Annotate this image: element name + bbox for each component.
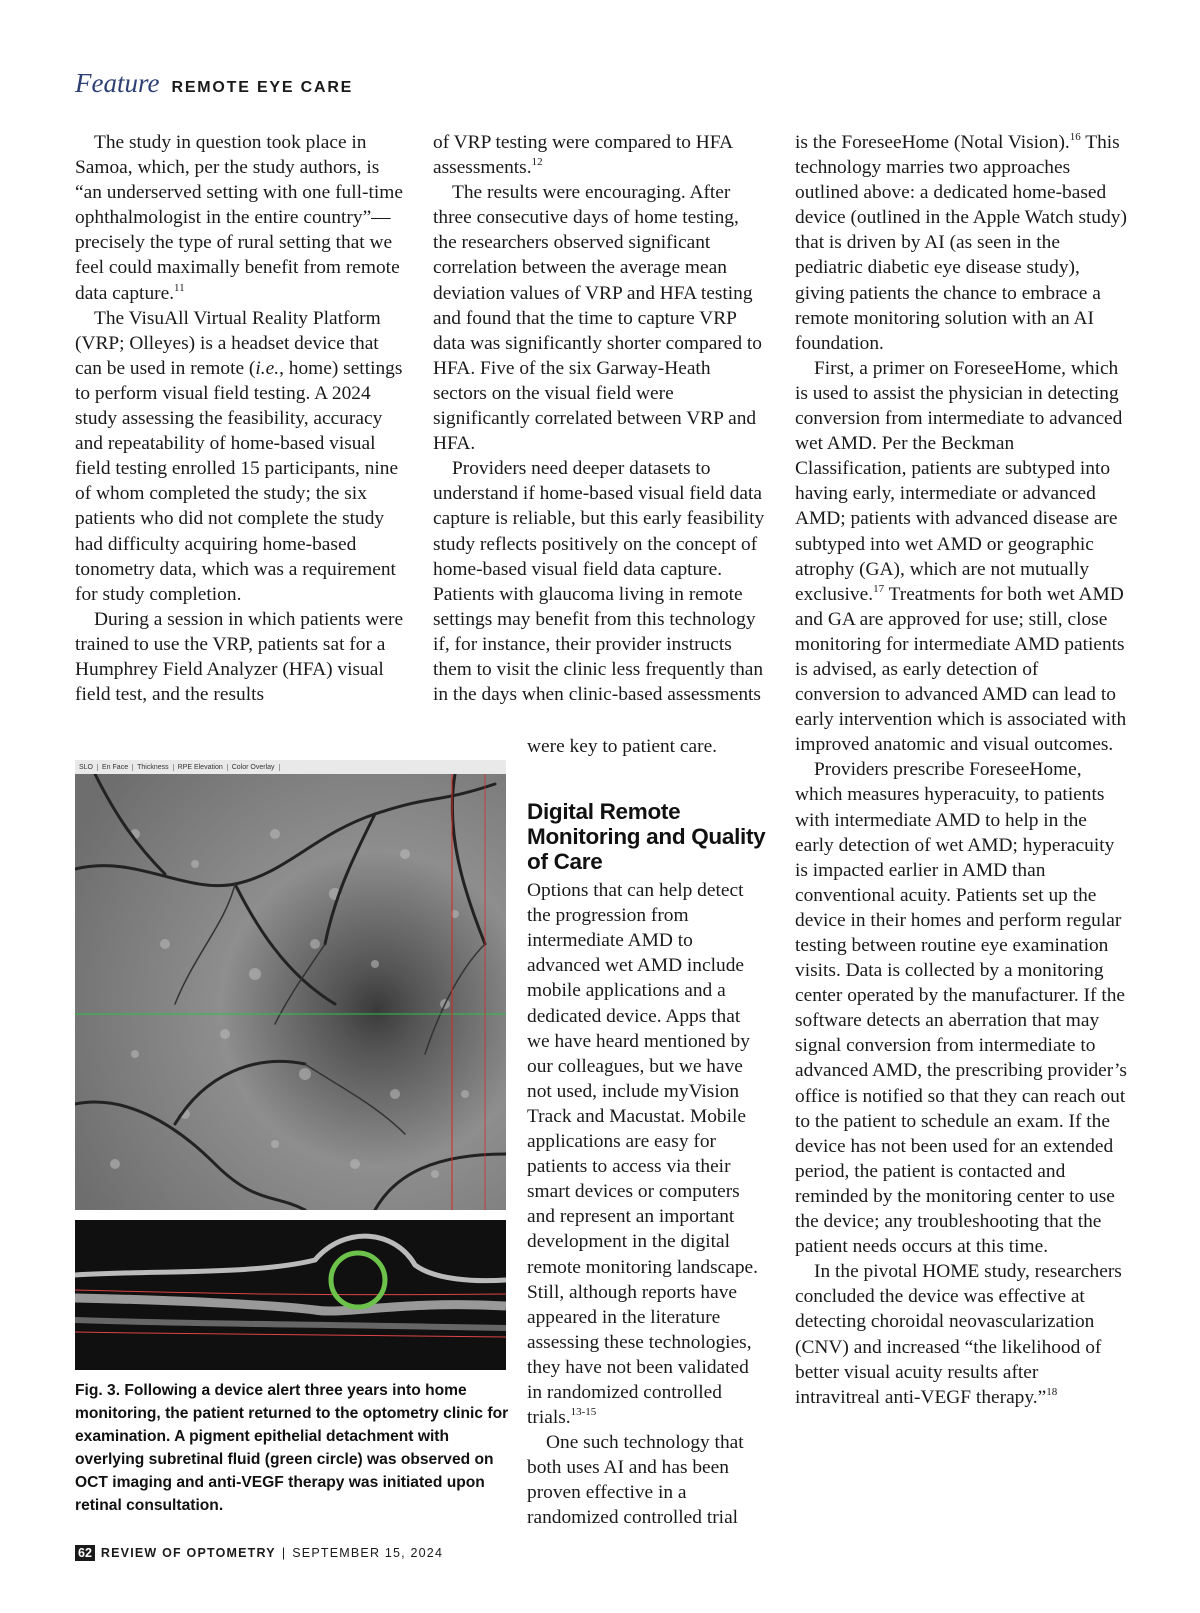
subheading: Digital Remote Monitoring and Quality of Care <box>527 799 766 875</box>
figure-tabs <box>75 760 506 774</box>
figure-3 <box>75 760 506 1370</box>
paragraph: The study in question took place in Samoa, which, per the study authors, is “an underserved setting with one full-time ophthalmologist in the entire country”—precisely the type of rural setting that we feel could maximally benefit from remote data capture.$^{11}$ <box>75 132 403 304</box>
paragraph: In the pivotal HOME study, researchers concluded the device was effective at detecting choroidal neovascularization (CNV) and increased “the likelihood of better visual acuity results after intravitreal anti-VEGF therapy.”$^{18}$ <box>795 1261 1122 1408</box>
paragraph: Providers prescribe ForeseeHome, which measures hyperacuity, to patients with intermediate AMD to help in the early detection of wet AMD; hyperacuity is impacted earlier in AMD than conventional acuity. Patients set up the device in their homes and perform regular testing between routine eye examination visits. Data is collected by a monitoring center operated by the manufacturer. If the software detects an aberration that may signal conversion from intermediate to advanced AMD, the prescribing provider’s office is notified so that they can reach out to the patient to schedule an exam. If the device has not been used for an extended period, the patient is contacted and reminded by the monitoring center to use the device; any troubleshooting that the patient needs occurs at this time. <box>795 759 1127 1258</box>
magazine-name: REVIEW OF OPTOMETRY <box>100 1546 276 1560</box>
paragraph: The results were encouraging. After three consecutive days of home testing, the researchers observed significant correlation between the average mean deviation values of VRP and HFA testing and found that the time to capture VRP data was significantly shorter compared to HFA. Five of the six Garway-Heath sectors on the visual field were significantly correlated between VRP and HFA. <box>433 182 762 455</box>
tab-slo: SLO <box>75 764 98 771</box>
footer-separator: | <box>281 1546 287 1560</box>
tab-rpe-elevation: RPE Elevation <box>174 764 228 771</box>
column-2 <box>433 130 765 707</box>
oct-scan-image <box>75 1220 506 1370</box>
paragraph: Providers need deeper datasets to understand if home-based visual field data capture is reliable, but this early feasibility study reflects positively on the concept of home-based visual field data capture. Patients with glaucoma living in remote settings may benefit from this technology if, for instance, their provider instructs them to visit the clinic less frequently than in the days when clinic-based assessments <box>433 458 765 706</box>
column-1 <box>75 130 407 707</box>
feature-label: Feature <box>75 68 160 98</box>
paragraph: During a session in which patients were trained to use the VRP, patients sat for a Humphrey Field Analyzer (HFA) visual field test, and the results <box>75 608 404 706</box>
column-3 <box>795 130 1127 1410</box>
paragraph: of VRP testing were compared to HFA assessments.$^{12}$ <box>433 132 733 179</box>
tab-color-overlay: Color Overlay <box>228 764 280 771</box>
issue-date: SEPTEMBER 15, 2024 <box>292 1546 444 1560</box>
section-label: REMOTE EYE CARE <box>171 79 354 96</box>
figure-caption: Fig. 3. Following a device alert three years into home monitoring, the patient returned to the optometry clinic for examination. A pigment epithelial detachment with overlying subretinal fluid (green circle) was observed on OCT imaging and anti-VEGF therapy was initiated upon retinal consultation. <box>75 1382 509 1514</box>
page-footer <box>75 1545 443 1561</box>
page-number: 62 <box>75 1545 95 1561</box>
paragraph: One such technology that both uses AI and has been proven effective in a randomized controlled trial <box>527 1432 744 1529</box>
paragraph: is the ForeseeHome (Notal Vision).$^{16}$ This technology marries two approaches outlined above: a dedicated home-based device (outlined in the Apple Watch study) that is driven by AI (as seen in the pediatric diabetic eye disease study), giving patients the chance to embrace a remote monitoring solution with an AI foundation. <box>795 131 1127 354</box>
tab-thickness: Thickness <box>133 764 174 771</box>
paragraph: First, a primer on ForeseeHome, which is used to assist the physician in detecting conversion from intermediate to advanced wet AMD. Per the Beckman Classification, patients are subtyped into having early, intermediate or advanced AMD; patients with advanced disease are subtyped into wet AMD or geographic atrophy (GA), which are not mutually exclusive.$^{17}$ Treatments for both wet AMD and GA are approved for use; still, close monitoring for intermediate AMD patients is advised, as early detection of conversion to advanced AMD can lead to early intervention which is associated with improved anatomic and visual outcomes. <box>795 357 1127 756</box>
fundus-image <box>75 774 506 1210</box>
column-2-lower <box>527 734 767 1531</box>
paragraph: Options that can help detect the progression from intermediate AMD to advanced wet AMD include mobile applications and a dedicated device. Apps that we have heard mentioned by our colleagues, but we have not used, include myVision Track and Macustat. Mobile applications are easy for patients to access via their smart devices or computers and represent an important development in the digital remote monitoring landscape. Still, although reports have appeared in the literature assessing these technologies, they have not been validated in randomized controlled trials.$^{13-15}$ <box>527 880 759 1429</box>
paragraph: The VisuAll Virtual Reality Platform (VRP; Olleyes) is a headset device that can be used in remote (i.e., home) settings to perform visual field testing. A 2024 study assessing the feasibility, accuracy and repeatability of home-based visual field testing enrolled 15 participants, nine of whom completed the study; the six patients who did not complete the study had difficulty acquiring home-based tonometry data, which was a requirement for study completion. <box>75 307 403 605</box>
page-header <box>75 68 353 99</box>
tab-en-face: En Face <box>98 764 133 771</box>
paragraph: were key to patient care. <box>527 736 718 757</box>
